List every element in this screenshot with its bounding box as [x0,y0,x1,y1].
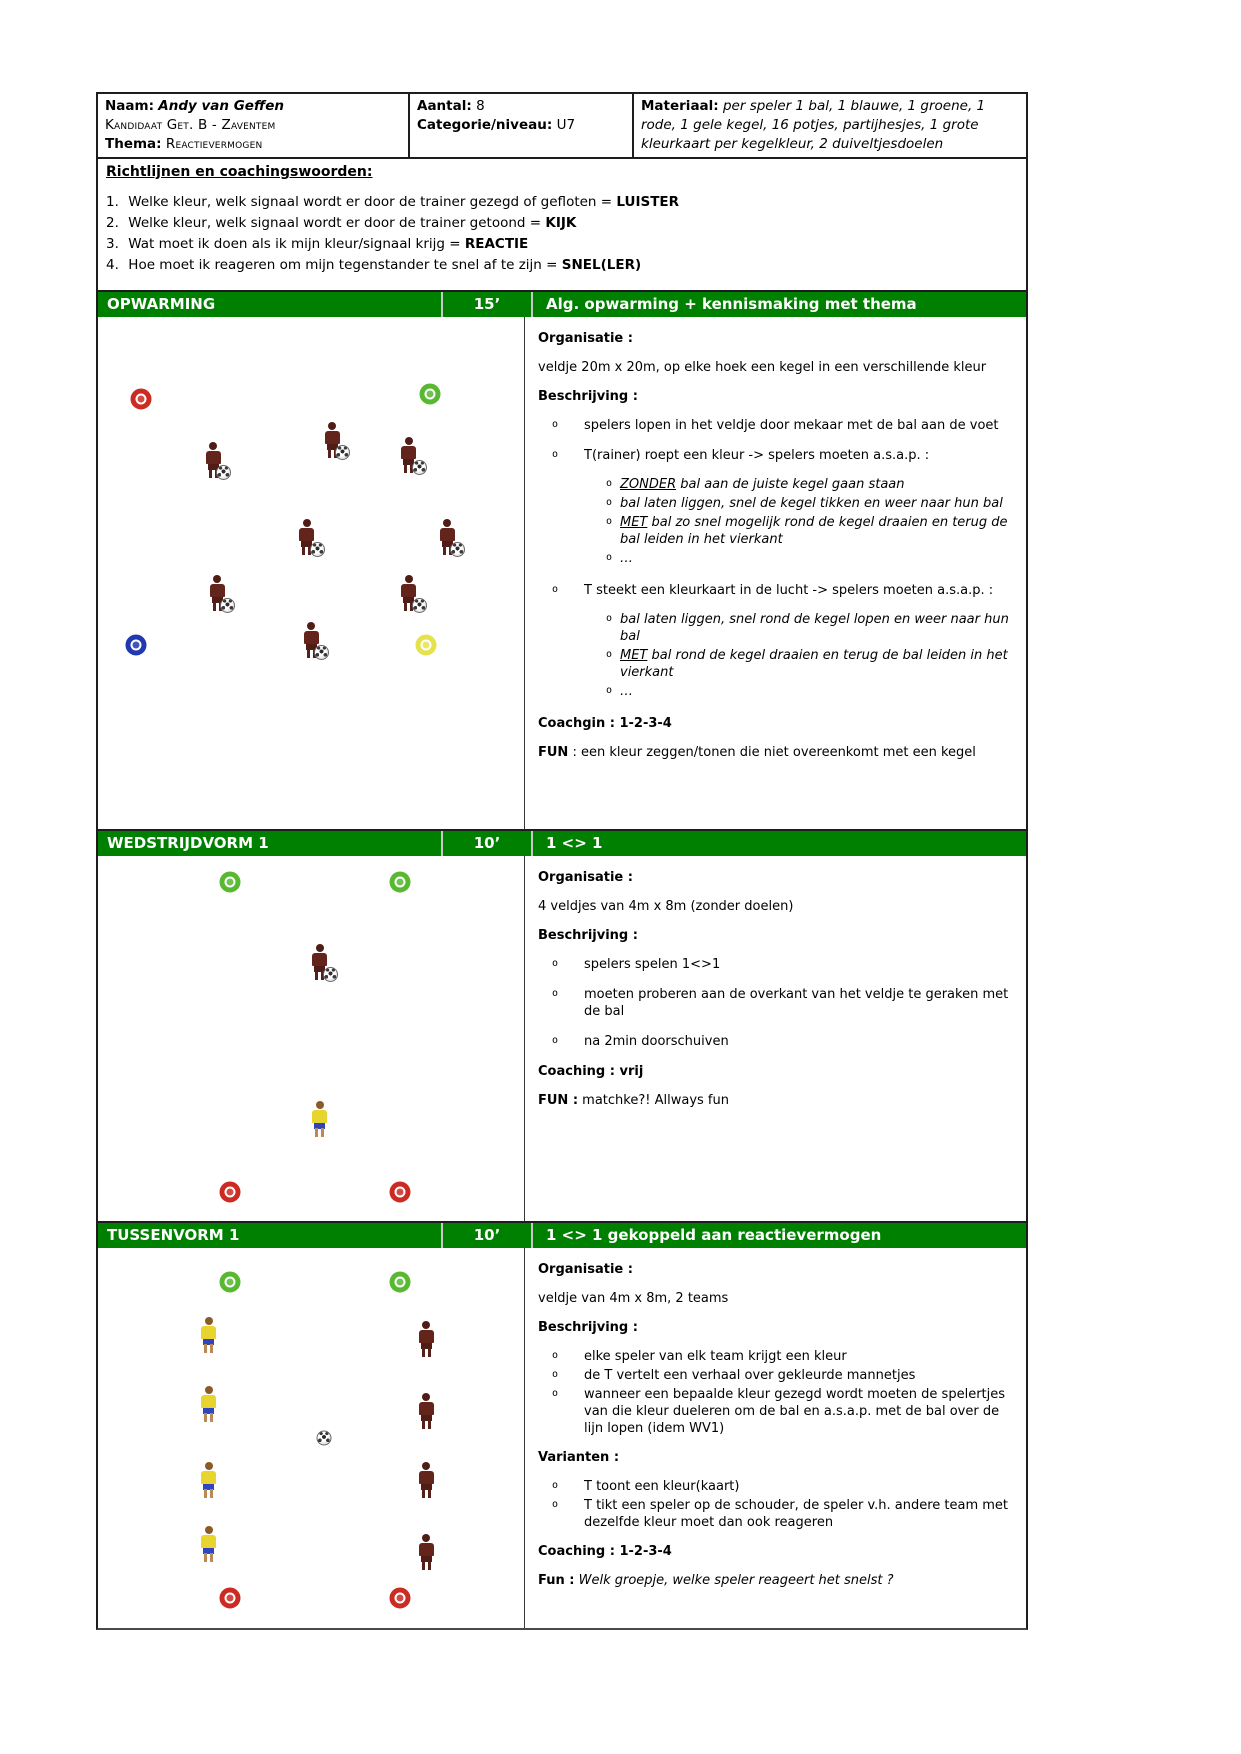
section-name: OPWARMING [107,295,216,313]
content-paragraph: FUN : matchke?! Allways fun [538,1093,729,1108]
section-opwarming [96,290,1028,829]
maroon-player-figure [415,1534,437,1570]
player-head [422,1534,430,1542]
exercise-description [524,1248,1026,1628]
player-legs [420,1484,433,1498]
bullet-item: o … [584,550,1010,567]
red-cone-icon [390,1181,411,1202]
exercise-description [524,317,1026,829]
player-torso [201,1471,216,1484]
maroon-player-figure [415,1321,437,1357]
content-heading: Beschrijving : [538,1320,638,1335]
bullet-item: o T steekt een kleurkaart in de lucht -> spelers moeten a.s.a.p. : o bal laten liggen, snel rond de kegel lopen en weer naar hun bal o MET bal rond de kegel draaien en terug de bal leiden in het vierkant o … [538,582,1010,702]
soccer-ball-icon [335,445,350,460]
player-torso [440,528,455,541]
section-body [96,856,1028,1221]
bullet-item: o … [584,683,1010,700]
coach-name: Andy van Geffen [158,98,284,114]
bullet-item: o na 2min doorschuiven [538,1033,1010,1050]
sub-bullet-list [584,611,1010,700]
bullet-marker: o [552,449,559,460]
bullet-marker: o [606,516,613,527]
bullet-marker: o [552,584,559,595]
guidelines-list [106,192,1018,276]
content-heading: Varianten : [538,1450,620,1465]
bullet-item: o ZONDER bal aan de juiste kegel gaan staan [584,476,1010,493]
maroon-player-figure [415,1393,437,1429]
bullet-marker: o [552,1480,559,1491]
section-header-bar [96,290,1028,317]
section-name: TUSSENVORM 1 [107,1226,240,1244]
guideline-item: 3. Wat moet ik doen als ik mijn kleur/signaal krijg = REACTIE [106,236,529,252]
player-legs [420,1343,433,1357]
sub-bullet-list [584,476,1010,567]
player-torso [201,1326,216,1339]
bullet-item: o T toont een kleur(kaart) [538,1478,1010,1495]
coach-subtitle: Kandidaat Get. B - Zaventem [105,117,276,133]
section-tussenvorm-1 [96,1221,1028,1630]
bullet-item: o de T vertelt een verhaal over gekleurde mannetjes [538,1367,1010,1384]
player-legs [313,1123,326,1137]
soccer-ball-icon [310,542,325,557]
player-torso [201,1395,216,1408]
player-legs [202,1484,215,1498]
guideline-item: 4. Hoe moet ik reageren om mijn tegenstander te snel af te zijn = SNEL(LER) [106,257,642,273]
player-torso [304,631,319,644]
exercise-description [524,856,1026,1221]
soccer-ball-icon [412,598,427,613]
maroon-player-figure [415,1462,437,1498]
player-head [316,944,324,952]
player-torso [312,953,327,966]
green-cone-icon [390,871,411,892]
content-paragraph: 4 veldjes van 4m x 8m (zonder doelen) [538,899,794,914]
cone-center-dot [427,390,434,397]
exercise-diagram [98,1248,524,1628]
cone-center-dot [137,395,144,402]
bullet-list [538,956,1010,1050]
categorie-value: U7 [556,117,576,133]
player-head [205,1317,213,1325]
yellow-player-figure [198,1317,220,1353]
soccer-ball-icon [316,1431,331,1446]
cone-center-dot [227,1279,234,1286]
guidelines-title: Richtlijnen en coachingswoorden: [106,164,373,180]
bullet-marker: o [552,1035,559,1046]
header-cell-aantal [410,94,634,157]
bullet-marker: o [606,685,613,696]
red-cone-icon [220,1587,241,1608]
thema-line: Thema: Reactievermogen [105,136,263,152]
aantal-value: 8 [476,98,485,114]
player-head [422,1393,430,1401]
yellow-cone-icon [416,634,437,655]
maroon-player-figure [398,575,420,611]
cone-center-dot [227,878,234,885]
player-torso [401,584,416,597]
naam-line: Naam: Andy van Geffen [105,98,284,114]
bullet-marker: o [552,1350,559,1361]
section-title: 1 <> 1 gekoppeld aan reactievermogen [546,1226,882,1244]
cone-center-dot [397,1188,404,1195]
green-cone-icon [220,1272,241,1293]
player-legs [420,1415,433,1429]
content-paragraph: veldje van 4m x 8m, 2 teams [538,1291,729,1306]
section-title: Alg. opwarming + kennismaking met thema [546,295,917,313]
player-torso [419,1330,434,1343]
player-head [303,519,311,527]
bullet-marker: o [552,1388,559,1399]
content-heading: Organisatie : [538,870,633,885]
bullet-marker: o [552,1369,559,1380]
maroon-player-figure [202,442,224,478]
player-head [307,622,315,630]
player-head [205,1462,213,1470]
player-torso [419,1543,434,1556]
player-legs [202,1548,215,1562]
header-cell-materiaal: Materiaal: per speler 1 bal, 1 blauwe, 1 groene, 1 rode, 1 gele kegel, 16 potjes, partijhesjes, 1 grote kleurkaart per kegelkleur, 2 duiveltjesdoelen [641,98,986,152]
bullet-item: o spelers lopen in het veldje door mekaar met de bal aan de voet [538,417,1010,434]
guideline-item: 1. Welke kleur, welk signaal wordt er door de trainer gezegd of gefloten = LUISTER [106,194,680,210]
soccer-ball-icon [450,542,465,557]
player-head [443,519,451,527]
cone-center-dot [227,1594,234,1601]
player-torso [419,1402,434,1415]
section-header-bar [96,829,1028,856]
player-torso [325,431,340,444]
soccer-ball-icon [220,598,235,613]
content-heading: Organisatie : [538,1262,633,1277]
guideline-item: 2. Welke kleur, welk signaal wordt er door de trainer getoond = KIJK [106,215,577,231]
content-heading: Beschrijving : [538,928,638,943]
maroon-player-figure [206,575,228,611]
soccer-ball-icon [314,645,329,660]
cone-center-dot [423,641,430,648]
bullet-marker: o [552,1499,559,1510]
bullet-marker: o [606,552,613,563]
maroon-player-figure [309,944,331,980]
content-paragraph: veldje 20m x 20m, op elke hoek een kegel in een verschillende kleur [538,360,987,375]
player-head [205,1386,213,1394]
exercise-diagram [98,856,524,1221]
player-head [316,1101,324,1109]
content-heading: Coaching : vrij [538,1064,644,1079]
header-cell-naam [98,94,410,157]
training-sheet [96,92,1028,1630]
soccer-ball-icon [323,967,338,982]
red-cone-icon [220,1181,241,1202]
bullet-item: o bal laten liggen, snel de kegel tikken en weer naar hun bal [584,495,1010,512]
bullet-item: o T tikt een speler op de schouder, de speler v.h. andere team met dezelfde kleur moet dan ook reageren [538,1497,1010,1531]
player-torso [201,1535,216,1548]
red-cone-icon [390,1587,411,1608]
bullet-list [538,1348,1010,1437]
bullet-item: o MET bal rond de kegel draaien en terug de bal leiden in het vierkant [584,647,1010,681]
player-head [405,437,413,445]
maroon-player-figure [296,519,318,555]
bullet-marker: o [606,497,613,508]
content-heading: Coaching : 1-2-3-4 [538,1544,672,1559]
player-torso [299,528,314,541]
player-torso [312,1110,327,1123]
materiaal-value: per speler 1 bal, 1 blauwe, 1 groene, 1 rode, 1 gele kegel, 16 potjes, partijhesjes, 1 grote kleurkaart per kegelkleur, 2 duiveltjesdoelen [641,98,986,152]
section-duration: 10’ [441,831,533,856]
section-duration: 15’ [441,292,533,317]
bullet-marker: o [606,613,613,624]
categorie-line: Categorie/niveau: U7 [417,117,576,133]
section-name: WEDSTRIJDVORM 1 [107,834,269,852]
player-head [422,1462,430,1470]
cone-center-dot [397,878,404,885]
aantal-line: Aantal: 8 [417,98,485,114]
bullet-marker: o [606,478,613,489]
content-heading: Coachgin : 1-2-3-4 [538,716,672,731]
soccer-ball-icon [412,460,427,475]
maroon-player-figure [436,519,458,555]
exercise-diagram [98,317,524,829]
bullet-item: o T(rainer) roept een kleur -> spelers moeten a.s.a.p. : o ZONDER bal aan de juiste kegel gaan staan o bal laten liggen, snel de kegel tikken en weer naar hun bal o MET bal zo snel mogelijk rond de kegel draaien en terug de bal leiden in het vierkant o … [538,447,1010,569]
player-legs [202,1408,215,1422]
bullet-marker: o [552,419,559,430]
content-heading: Beschrijving : [538,389,638,404]
player-torso [210,584,225,597]
bullet-marker: o [606,649,613,660]
player-head [422,1321,430,1329]
section-body [96,317,1028,829]
section-wedstrijdvorm-1 [96,829,1028,1221]
soccer-ball-icon [216,465,231,480]
guidelines-block [96,159,1028,290]
cone-center-dot [133,641,140,648]
maroon-player-figure [300,622,322,658]
cone-center-dot [397,1279,404,1286]
player-legs [420,1556,433,1570]
player-head [205,1526,213,1534]
cone-center-dot [397,1594,404,1601]
player-torso [401,446,416,459]
bullet-list [538,1478,1010,1531]
green-cone-icon [390,1272,411,1293]
section-title: 1 <> 1 [546,834,603,852]
bullet-list [538,417,1010,702]
maroon-player-figure [398,437,420,473]
red-cone-icon [130,388,151,409]
thema-value: Reactievermogen [165,136,263,152]
cone-center-dot [227,1188,234,1195]
content-paragraph: FUN : een kleur zeggen/tonen die niet overeenkomt met een kegel [538,745,976,760]
bullet-item: o elke speler van elk team krijgt een kleur [538,1348,1010,1365]
yellow-player-figure [198,1386,220,1422]
content-paragraph: Fun : Welk groepje, welke speler reageert het snelst ? [538,1573,894,1588]
content-heading: Organisatie : [538,331,633,346]
yellow-player-figure [198,1462,220,1498]
bullet-marker: o [552,988,559,999]
player-torso [206,451,221,464]
green-cone-icon [220,871,241,892]
bullet-item: o wanneer een bepaalde kleur gezegd wordt moeten de spelertjes van die kleur dueleren om de bal en a.s.a.p. met de bal over de lijn lopen (idem WV1) [538,1386,1010,1437]
section-header-bar [96,1221,1028,1248]
bullet-item: o MET bal zo snel mogelijk rond de kegel draaien en terug de bal leiden in het vierkant [584,514,1010,548]
bullet-marker: o [552,958,559,969]
player-head [328,422,336,430]
section-body [96,1248,1028,1630]
blue-cone-icon [126,634,147,655]
player-head [213,575,221,583]
player-head [209,442,217,450]
player-legs [202,1339,215,1353]
maroon-player-figure [321,422,343,458]
bullet-item: o bal laten liggen, snel rond de kegel lopen en weer naar hun bal [584,611,1010,645]
green-cone-icon [420,383,441,404]
bullet-item: o spelers spelen 1<>1 [538,956,1010,973]
yellow-player-figure [309,1101,331,1137]
section-duration: 10’ [441,1223,533,1248]
yellow-player-figure [198,1526,220,1562]
header-table [96,92,1028,159]
player-head [405,575,413,583]
player-torso [419,1471,434,1484]
bullet-item: o moeten proberen aan de overkant van het veldje te geraken met de bal [538,986,1010,1020]
